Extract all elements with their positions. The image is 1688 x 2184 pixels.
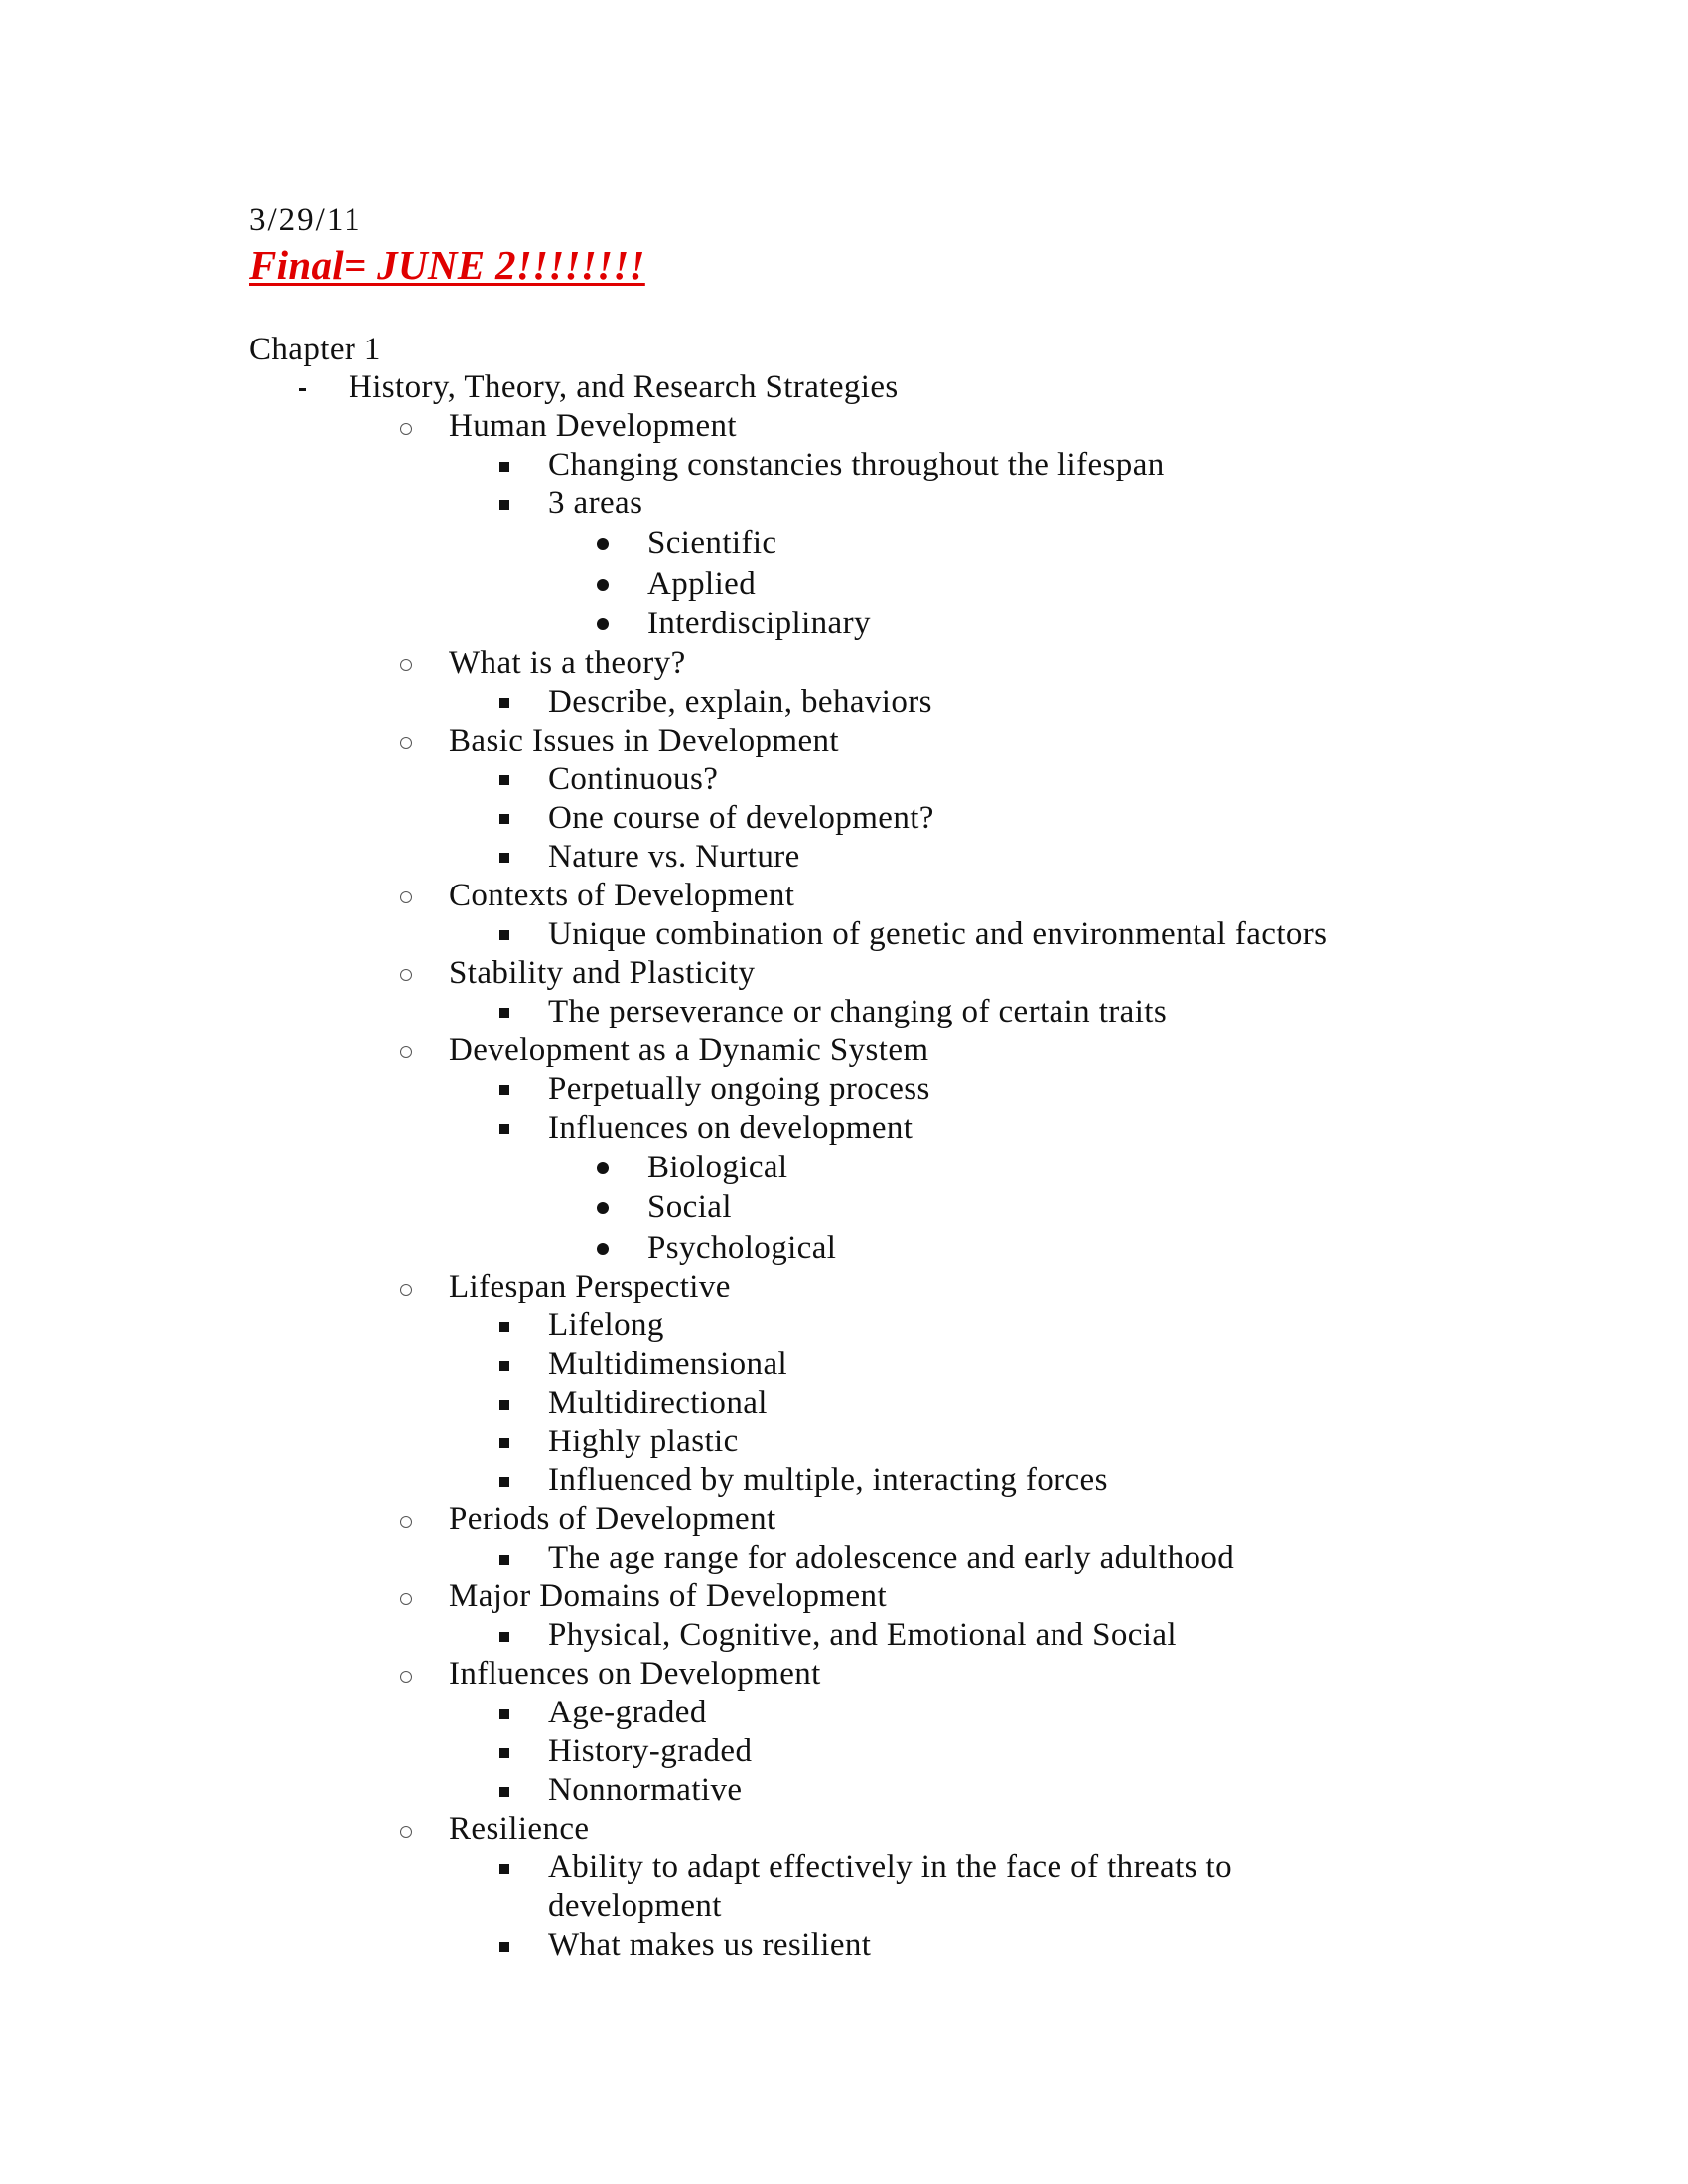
- outline-item: [0, 1228, 1688, 1269]
- outline-item-text: History, Theory, and Research Strategies: [349, 369, 899, 405]
- outline-item: [0, 1306, 1688, 1345]
- outline-item: [0, 1694, 1688, 1732]
- circle-icon: [400, 423, 412, 435]
- bullet: [499, 1771, 509, 1810]
- dot-icon: [597, 1202, 609, 1214]
- bullet: [499, 446, 509, 484]
- bullet: [597, 564, 609, 605]
- outline-item: [0, 993, 1688, 1031]
- bullet: [499, 1423, 509, 1461]
- outline-item-text: One course of development?: [548, 799, 934, 836]
- outline-item: [0, 484, 1688, 523]
- outline-item: [0, 446, 1688, 484]
- outline-item: [0, 1539, 1688, 1577]
- outline-item-text: Lifelong: [548, 1307, 664, 1343]
- square-icon: [499, 698, 509, 708]
- circle-icon: [400, 1671, 412, 1683]
- outline-item: [0, 1031, 1688, 1070]
- outline-item-text: History-graded: [548, 1733, 753, 1769]
- circle-icon: [400, 1593, 412, 1605]
- dot-icon: [597, 1243, 609, 1255]
- outline-item: [0, 1423, 1688, 1461]
- outline-item: [0, 760, 1688, 799]
- outline-item-text: Physical, Cognitive, and Emotional and Social: [548, 1617, 1177, 1653]
- bullet: [499, 760, 509, 799]
- square-icon: [499, 1085, 509, 1095]
- square-icon: [499, 853, 509, 863]
- outline-item-text: Multidirectional: [548, 1385, 768, 1421]
- outline-item: [0, 838, 1688, 877]
- bullet: [499, 1345, 509, 1384]
- outline-item: [0, 1500, 1688, 1539]
- outline-item-text: Influenced by multiple, interacting forces: [548, 1462, 1108, 1498]
- bullet: [597, 1228, 609, 1269]
- outline-item: [0, 1345, 1688, 1384]
- outline-item: [0, 1148, 1688, 1188]
- outline-item-text: Age-graded: [548, 1695, 707, 1730]
- outline-item-text: Contexts of Development: [449, 877, 795, 913]
- square-icon: [499, 462, 509, 472]
- bullet: [499, 915, 509, 954]
- bullet: [499, 683, 509, 722]
- square-icon: [499, 1555, 509, 1565]
- outline-item-text: Human Development: [449, 408, 737, 444]
- square-icon: [499, 814, 509, 824]
- dot-icon: [597, 579, 609, 591]
- dash-icon: [299, 388, 306, 391]
- circle-icon: [400, 891, 412, 903]
- outline-item: [0, 1070, 1688, 1109]
- bullet: [499, 1694, 509, 1732]
- bullet: [499, 1070, 509, 1109]
- outline-item: [0, 1461, 1688, 1500]
- bullet: [499, 1539, 509, 1577]
- outline-item: [0, 683, 1688, 722]
- square-icon: [499, 1400, 509, 1410]
- circle-icon: [400, 1046, 412, 1058]
- outline-item-text: 3 areas: [548, 485, 643, 521]
- bullet: [400, 877, 412, 915]
- chapter-heading: Chapter 1: [249, 332, 381, 367]
- outline-item: [0, 1926, 1688, 1965]
- bullet: [597, 604, 609, 644]
- outline-item-text: Unique combination of genetic and environmental factors: [548, 915, 1328, 952]
- circle-icon: [400, 659, 412, 671]
- square-icon: [499, 1477, 509, 1487]
- square-icon: [499, 1124, 509, 1134]
- outline-item: [0, 1655, 1688, 1694]
- bullet: [499, 799, 509, 838]
- circle-icon: [400, 737, 412, 749]
- outline-item-text: What makes us resilient: [548, 1927, 872, 1963]
- bullet: [499, 1109, 509, 1148]
- square-icon: [499, 1942, 509, 1952]
- outline-list: [0, 368, 1688, 1965]
- outline-item: [0, 368, 1688, 407]
- circle-icon: [400, 1826, 412, 1838]
- bullet: [400, 1577, 412, 1616]
- outline-item-text: Nature vs. Nurture: [548, 838, 800, 875]
- outline-item-text: Describe, explain, behaviors: [548, 683, 932, 720]
- bullet: [597, 523, 609, 564]
- square-icon: [499, 1322, 509, 1332]
- outline-item: [0, 644, 1688, 683]
- bullet: [400, 1500, 412, 1539]
- outline-item-text: Influences on development: [548, 1109, 914, 1146]
- square-icon: [499, 1748, 509, 1758]
- outline-item-text: Changing constancies throughout the lifespan: [548, 447, 1165, 482]
- outline-item-text: Influences on Development: [449, 1656, 821, 1692]
- bullet: [499, 1732, 509, 1771]
- bullet: [499, 1926, 509, 1965]
- bullet: [499, 1384, 509, 1423]
- bullet: [400, 1655, 412, 1694]
- outline-item-text: Perpetually ongoing process: [548, 1070, 930, 1107]
- outline-item: [0, 604, 1688, 644]
- outline-item-text: Ability to adapt effectively in the face of threats to: [548, 1849, 1232, 1885]
- outline-item: [0, 1771, 1688, 1810]
- square-icon: [499, 1864, 509, 1874]
- outline-item: [0, 1384, 1688, 1423]
- outline-item: [0, 1187, 1688, 1228]
- outline-item: [0, 722, 1688, 760]
- bullet: [400, 407, 412, 446]
- outline-item-text: Applied: [647, 565, 757, 602]
- bullet: [400, 1268, 412, 1306]
- bullet: [499, 993, 509, 1031]
- dot-icon: [597, 618, 609, 630]
- outline-item-text: The age range for adolescence and early adulthood: [548, 1540, 1235, 1575]
- bullet: [400, 1810, 412, 1848]
- outline-item: [0, 1616, 1688, 1655]
- outline-item-text: Psychological: [647, 1229, 837, 1266]
- bullet: [597, 1187, 609, 1228]
- circle-icon: [400, 1284, 412, 1296]
- outline-item: [0, 1109, 1688, 1148]
- square-icon: [499, 1787, 509, 1797]
- outline-item-text: Biological: [647, 1149, 788, 1185]
- outline-item-text: Basic Issues in Development: [449, 722, 839, 758]
- bullet: [499, 1616, 509, 1655]
- outline-item-text: Development as a Dynamic System: [449, 1031, 929, 1068]
- outline-item-text: Periods of Development: [449, 1501, 776, 1537]
- square-icon: [499, 1438, 509, 1448]
- square-icon: [499, 1008, 509, 1018]
- outline-item: [0, 564, 1688, 605]
- square-icon: [499, 1361, 509, 1371]
- bullet: [499, 838, 509, 877]
- bullet: [499, 1848, 509, 1887]
- outline-item-text: Continuous?: [548, 760, 719, 797]
- outline-item-text: Major Domains of Development: [449, 1578, 888, 1614]
- final-exam-headline: Final= JUNE 2!!!!!!!!: [249, 242, 645, 288]
- outline-item-text: Stability and Plasticity: [449, 954, 756, 991]
- square-icon: [499, 1632, 509, 1642]
- square-icon: [499, 775, 509, 785]
- outline-item: [0, 1810, 1688, 1848]
- square-icon: [499, 500, 509, 510]
- outline-item-text: Scientific: [647, 525, 777, 561]
- outline-item-text: Multidimensional: [548, 1346, 788, 1382]
- bullet: [400, 954, 412, 993]
- dot-icon: [597, 538, 609, 550]
- outline-item: [0, 1732, 1688, 1771]
- bullet: [597, 1148, 609, 1188]
- bullet: [299, 368, 306, 407]
- outline-item: [0, 799, 1688, 838]
- outline-item: [0, 1848, 1688, 1887]
- bullet: [499, 1306, 509, 1345]
- outline-item-text: Lifespan Perspective: [449, 1269, 731, 1304]
- outline-item-text: Highly plastic: [548, 1424, 739, 1459]
- outline-item-text: Nonnormative: [548, 1772, 743, 1808]
- outline-item: [0, 1577, 1688, 1616]
- outline-item-continuation: [0, 1887, 1688, 1926]
- note-date: 3/29/11: [249, 203, 362, 238]
- circle-icon: [400, 1516, 412, 1528]
- outline-item-text: Resilience: [449, 1811, 590, 1846]
- outline-item: [0, 1268, 1688, 1306]
- outline-item: [0, 877, 1688, 915]
- outline-item-text: The perseverance or changing of certain traits: [548, 993, 1168, 1029]
- outline-item: [0, 407, 1688, 446]
- outline-item: [0, 915, 1688, 954]
- outline-item-text: development: [548, 1888, 722, 1924]
- square-icon: [499, 1709, 509, 1719]
- outline-item-text: Social: [647, 1189, 732, 1225]
- outline-item: [0, 954, 1688, 993]
- square-icon: [499, 930, 509, 940]
- dot-icon: [597, 1162, 609, 1174]
- bullet: [499, 1461, 509, 1500]
- outline-item-text: Interdisciplinary: [647, 606, 871, 641]
- bullet: [400, 644, 412, 683]
- bullet: [499, 484, 509, 523]
- outline-item-text: What is a theory?: [449, 644, 686, 681]
- bullet: [400, 1031, 412, 1070]
- circle-icon: [400, 969, 412, 981]
- bullet: [400, 722, 412, 760]
- outline-item: [0, 523, 1688, 564]
